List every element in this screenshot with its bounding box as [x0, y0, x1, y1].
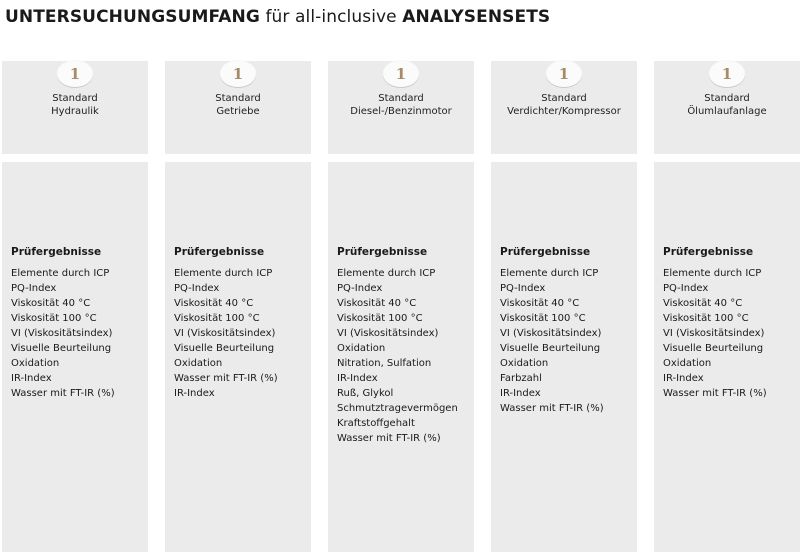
result-item: IR-Index	[663, 373, 704, 384]
result-item: VI (Viskositätsindex)	[174, 328, 276, 339]
result-item: Elemente durch ICP	[174, 268, 273, 279]
result-item: PQ-Index	[663, 283, 709, 294]
result-item: Elemente durch ICP	[337, 268, 436, 279]
set-spacer-panel	[328, 162, 474, 232]
results-panel	[491, 232, 637, 552]
set-label-line-2: Ölumlaufanlage	[687, 106, 767, 117]
set-header-panel[interactable]	[165, 61, 311, 154]
result-item: IR-Index	[500, 388, 541, 399]
analysis-set-column	[2, 49, 148, 552]
result-item: Visuelle Beurteilung	[11, 343, 112, 354]
set-number-badge: 1	[57, 61, 93, 87]
results-panel	[654, 232, 800, 552]
title-part-2: für all-inclusive	[259, 7, 403, 27]
result-item: Viskosität 40 °C	[337, 298, 417, 309]
result-item: Oxidation	[337, 343, 386, 354]
analysis-set-column	[165, 49, 311, 552]
result-item: Viskosität 100 °C	[174, 313, 260, 324]
page-title	[5, 6, 550, 28]
set-label	[165, 92, 311, 118]
result-item: Oxidation	[11, 358, 60, 369]
results-panel	[165, 232, 311, 552]
result-item: VI (Viskositätsindex)	[11, 328, 113, 339]
result-item: Viskosität 100 °C	[663, 313, 749, 324]
result-item: PQ-Index	[174, 283, 220, 294]
results-list	[174, 266, 311, 401]
title-part-3: ANALYSENSETS	[402, 7, 551, 27]
set-label-line-1: Standard	[704, 93, 750, 104]
analysis-set-column	[654, 49, 800, 552]
set-number-badge: 1	[220, 61, 256, 87]
results-title: Prüfergebnisse	[11, 246, 102, 258]
result-item: PQ-Index	[337, 283, 383, 294]
set-label-line-2: Verdichter/Kompressor	[507, 106, 621, 117]
result-item: Oxidation	[500, 358, 549, 369]
result-item: Wasser mit FT-IR (%)	[337, 433, 441, 444]
title-part-1: UNTERSUCHUNGSUMFANG	[5, 7, 260, 27]
analysis-set-column	[328, 49, 474, 552]
set-label	[328, 92, 474, 118]
result-item: Kraftstoffgehalt	[337, 418, 415, 429]
result-item: Visuelle Beurteilung	[500, 343, 601, 354]
set-spacer-panel	[165, 162, 311, 232]
result-item: Wasser mit FT-IR (%)	[663, 388, 767, 399]
result-item: Viskosität 100 °C	[500, 313, 586, 324]
result-item: IR-Index	[11, 373, 52, 384]
set-header-panel[interactable]	[2, 61, 148, 154]
set-label-line-1: Standard	[378, 93, 424, 104]
results-list	[337, 266, 474, 446]
result-item: PQ-Index	[500, 283, 546, 294]
result-item: IR-Index	[174, 388, 215, 399]
result-item: Wasser mit FT-IR (%)	[174, 373, 278, 384]
set-label	[491, 92, 637, 118]
result-item: Ruß, Glykol	[337, 388, 394, 399]
set-header-panel[interactable]	[491, 61, 637, 154]
result-item: Viskosität 40 °C	[11, 298, 91, 309]
results-title: Prüfergebnisse	[500, 246, 591, 258]
result-item: Nitration, Sulfation	[337, 358, 432, 369]
result-item: Wasser mit FT-IR (%)	[11, 388, 115, 399]
results-list	[500, 266, 637, 416]
results-list	[11, 266, 148, 401]
results-panel	[328, 232, 474, 552]
result-item: Visuelle Beurteilung	[174, 343, 275, 354]
set-label-line-2: Diesel-/Benzinmotor	[350, 106, 452, 117]
set-number-badge: 1	[709, 61, 745, 87]
set-label	[2, 92, 148, 118]
set-header-panel[interactable]	[654, 61, 800, 154]
result-item: Schmutztragevermögen	[337, 403, 458, 414]
result-item: Viskosität 40 °C	[663, 298, 743, 309]
result-item: Oxidation	[663, 358, 712, 369]
set-header-panel[interactable]	[328, 61, 474, 154]
set-number-badge: 1	[546, 61, 582, 87]
result-item: Viskosität 40 °C	[500, 298, 580, 309]
results-title: Prüfergebnisse	[337, 246, 428, 258]
result-item: Farbzahl	[500, 373, 542, 384]
result-item: PQ-Index	[11, 283, 57, 294]
set-label-line-1: Standard	[541, 93, 587, 104]
results-title: Prüfergebnisse	[663, 246, 754, 258]
result-item: Wasser mit FT-IR (%)	[500, 403, 604, 414]
result-item: Viskosität 100 °C	[11, 313, 97, 324]
set-label	[654, 92, 800, 118]
results-title: Prüfergebnisse	[174, 246, 265, 258]
result-item: Elemente durch ICP	[663, 268, 762, 279]
set-spacer-panel	[491, 162, 637, 232]
result-item: Viskosität 100 °C	[337, 313, 423, 324]
result-item: VI (Viskositätsindex)	[663, 328, 765, 339]
result-item: IR-Index	[337, 373, 378, 384]
results-panel	[2, 232, 148, 552]
result-item: Visuelle Beurteilung	[663, 343, 764, 354]
set-spacer-panel	[654, 162, 800, 232]
set-label-line-1: Standard	[215, 93, 261, 104]
result-item: VI (Viskositätsindex)	[337, 328, 439, 339]
result-item: Elemente durch ICP	[500, 268, 599, 279]
result-item: VI (Viskositätsindex)	[500, 328, 602, 339]
result-item: Viskosität 40 °C	[174, 298, 254, 309]
set-label-line-2: Getriebe	[216, 106, 260, 117]
set-label-line-1: Standard	[52, 93, 98, 104]
result-item: Elemente durch ICP	[11, 268, 110, 279]
set-number-badge: 1	[383, 61, 419, 87]
analysis-set-column	[491, 49, 637, 552]
set-spacer-panel	[2, 162, 148, 232]
results-list	[663, 266, 800, 401]
result-item: Oxidation	[174, 358, 223, 369]
set-label-line-2: Hydraulik	[51, 106, 99, 117]
